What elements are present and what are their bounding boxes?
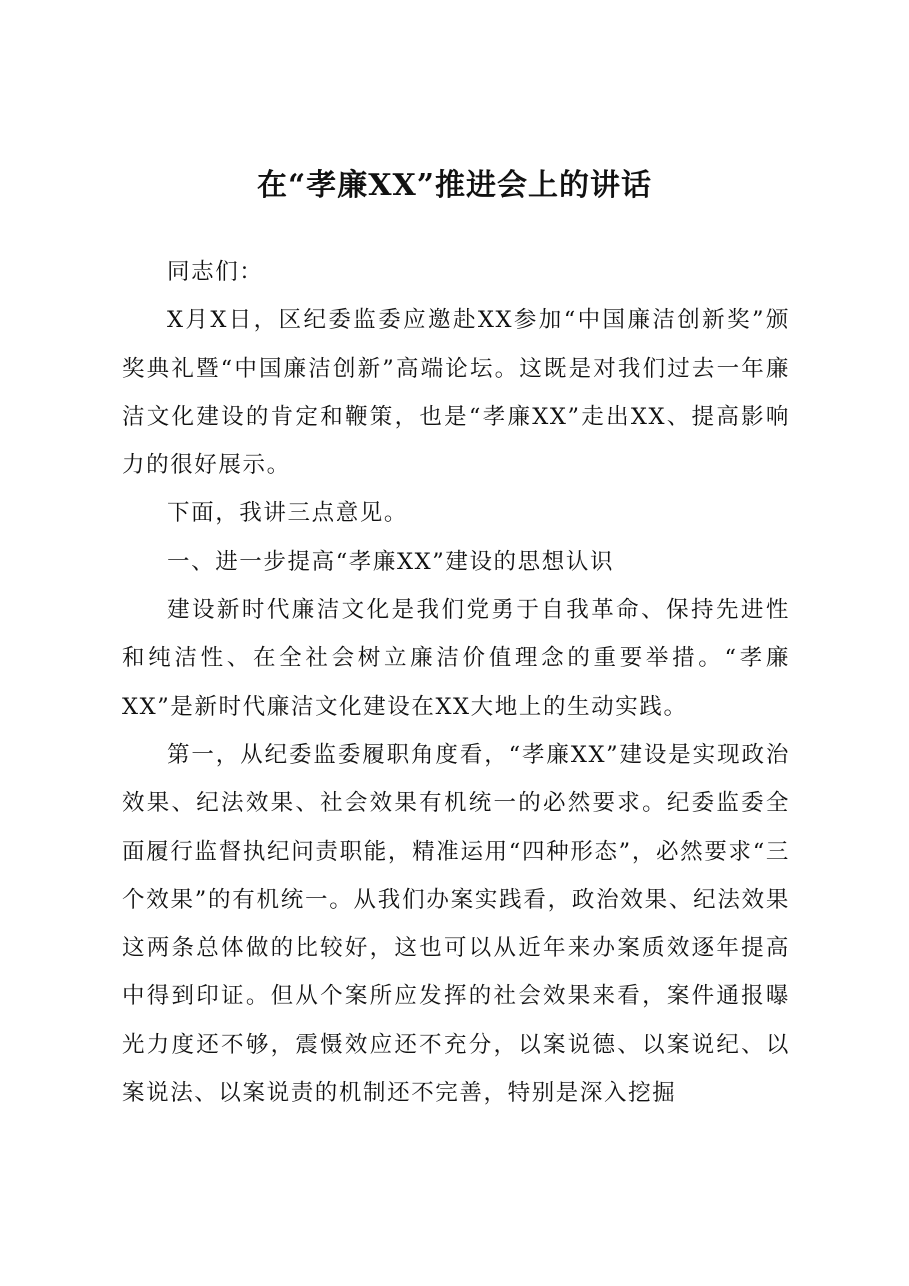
body-paragraph: 第一，从纪委监委履职角度看，“孝廉XX”建设是实现政治效果、纪法效果、社会效果有机统一的必然要求。纪委监委全面履行监督执纪问责职能，精准运用“四种形态”，必然要求“三个效果”的有机统一。从我们办案实践看，政治效果、纪法效果这两条总体做的比较好，这也可以从近年来办案质效逐年提高中得到印证。但从个案所应发挥的社会效果来看，案件通报曝光力度还不够，震慑效应还不充分，以案说德、以案说纪、以案说法、以案说责的机制还不完善，特别是深入挖掘 xyxy=(122,741,790,1107)
body-paragraph: 下面，我讲三点意见。 xyxy=(167,500,409,527)
body-paragraph: 建设新时代廉洁文化是我们党勇于自我革命、保持先进性和纯洁性、在全社会树立廉洁价值理念的重要举措。“孝廉XX”是新时代廉洁文化建设在XX大地上的生动实践。 xyxy=(122,597,790,720)
page-title: 在“孝廉XX”推进会上的讲话 xyxy=(256,168,653,203)
document-body xyxy=(122,248,790,1117)
section-heading: 一、进一步提高“孝廉XX”建设的思想认识 xyxy=(167,548,615,575)
salutation-paragraph: 同志们： xyxy=(167,259,264,285)
body-paragraph: X月X日，区纪委监委应邀赴XX参加“中国廉洁创新奖”颁奖典礼暨“中国廉洁创新”高端论坛。这既是对我们过去一年廉洁文化建设的肯定和鞭策，也是“孝廉XX”走出XX、提高影响力的很好展示。 xyxy=(122,307,790,479)
